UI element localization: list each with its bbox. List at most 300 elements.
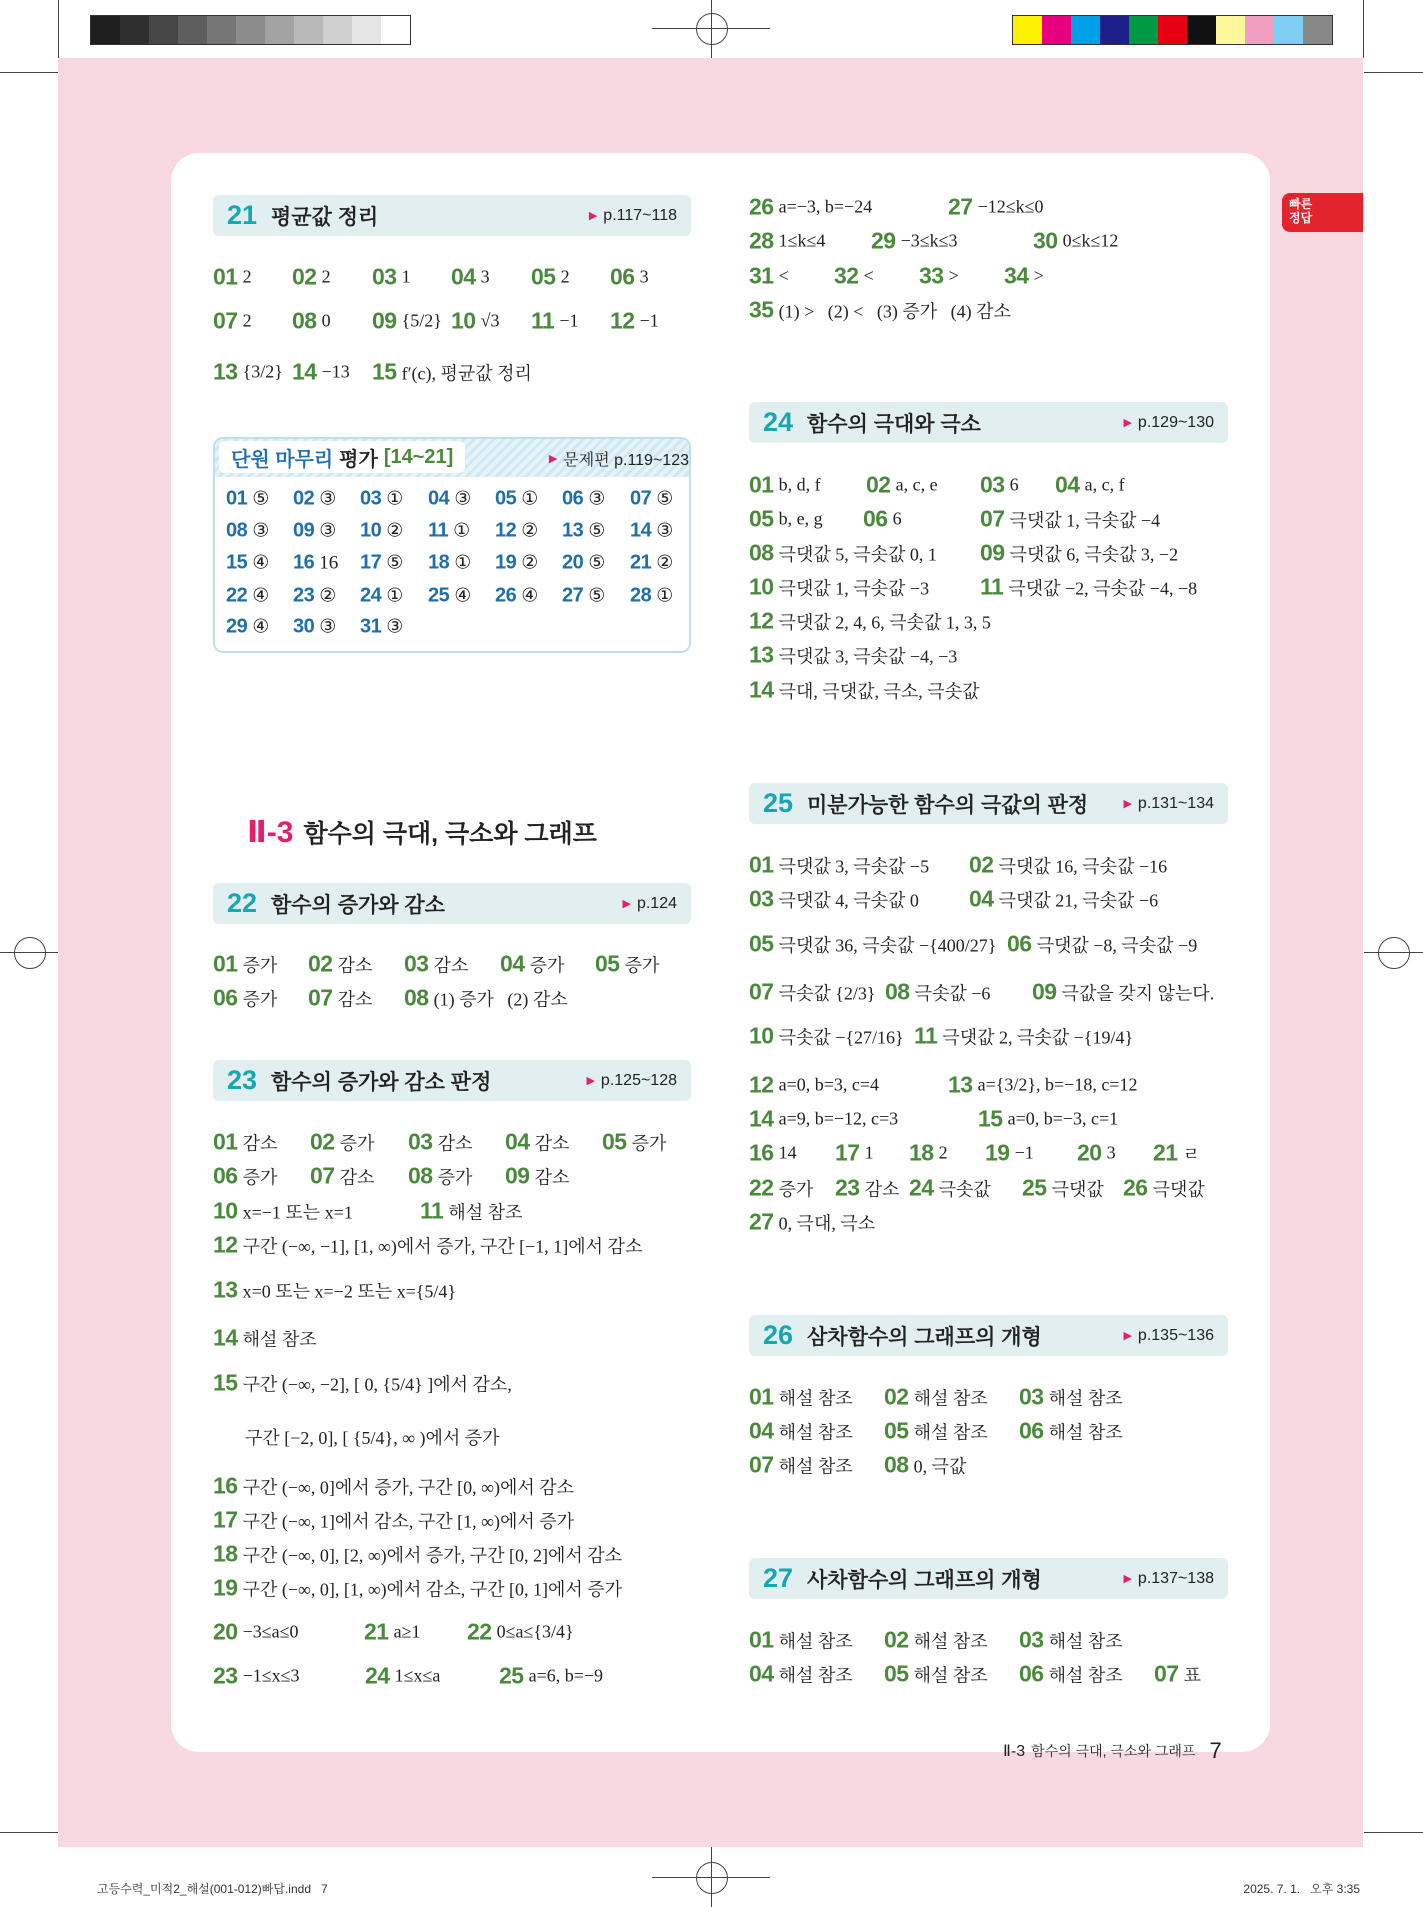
answer-text: 2: [321, 266, 331, 287]
answer-text: ⑤: [252, 488, 270, 510]
color-swatch: [1245, 16, 1274, 44]
gray-swatch: [323, 16, 352, 44]
question-number: 07: [749, 1451, 774, 1478]
question-number: 27: [749, 1208, 774, 1235]
answer-text: 1≤x≤a: [394, 1665, 441, 1686]
answer-item: [749, 506, 823, 533]
question-number: 04: [451, 263, 476, 290]
page-number: 7: [1209, 1738, 1222, 1763]
answer-item: [749, 1209, 875, 1236]
question-number: 23: [213, 1662, 238, 1689]
triangle-arrow-icon: ▶: [622, 898, 631, 910]
answer-text: ⑤: [386, 552, 404, 574]
question-number: 15: [213, 1369, 238, 1396]
question-number: 24: [365, 1662, 390, 1689]
question-number: 26: [495, 584, 517, 607]
answer-text: ③: [319, 520, 337, 542]
answer-item: [1019, 1418, 1123, 1445]
question-number: 13: [213, 358, 238, 385]
answer-text: 감소: [337, 955, 373, 975]
answer-text: a=6, b=−9: [528, 1665, 604, 1686]
color-swatch: [1303, 16, 1332, 44]
answer-text: 1≤k≤4: [778, 230, 826, 251]
answer-text: 2: [242, 266, 252, 287]
answer-text: a=0, b=−3, c=1: [1007, 1108, 1119, 1129]
answer-item: [985, 1140, 1034, 1167]
answer-item: [467, 1619, 574, 1646]
question-number: 05: [531, 263, 556, 290]
answer-text: a={3/2}, b=−18, c=12: [977, 1074, 1138, 1095]
answer-text: −3≤k≤3: [900, 230, 958, 251]
answer-item: [408, 1129, 472, 1156]
crop-mark: [0, 1832, 58, 1833]
answer-text: ④: [521, 585, 539, 607]
question-number: 25: [1022, 1174, 1047, 1201]
crop-mark: [1364, 1832, 1423, 1833]
question-number: 12: [495, 519, 517, 542]
section-header-27: [749, 1558, 1228, 1599]
answer-text: a≥1: [393, 1621, 421, 1642]
question-number: 07: [980, 505, 1005, 532]
answer-item: [562, 520, 605, 543]
answer-item: [562, 552, 605, 575]
answer-text: 구간 [−2, 0], [ {5/4}, ∞ )에서 증가: [245, 1428, 500, 1448]
question-number: 06: [863, 505, 888, 532]
gray-swatch: [120, 16, 149, 44]
section-title: 미분가능한 함수의 극값의 판정: [807, 793, 1089, 817]
answer-text: ③: [319, 488, 337, 510]
answer-item: [980, 540, 1178, 567]
file-slug: 고등수력_미적2_해설(001-012)빠답.indd 7: [97, 1882, 328, 1896]
answer-item: [226, 488, 269, 511]
answer-item: [909, 1175, 991, 1202]
section-header-26: [749, 1315, 1228, 1356]
section-header-24: [749, 402, 1228, 443]
question-number: 05: [884, 1417, 909, 1444]
answer-text: 증가: [242, 1167, 278, 1187]
answer-text: ④: [252, 585, 270, 607]
question-number: 03: [360, 487, 382, 510]
question-number: 14: [749, 1105, 774, 1132]
answer-text: 3: [1106, 1142, 1116, 1163]
answer-item: [749, 1106, 898, 1133]
question-number: 12: [749, 607, 774, 634]
answer-item: [749, 608, 991, 635]
answer-text: −1≤x≤3: [242, 1665, 300, 1686]
answer-item: [610, 264, 649, 291]
answer-item: [495, 488, 538, 511]
answer-item: [749, 1627, 853, 1654]
answer-item: [980, 472, 1019, 499]
answer-text: ④: [252, 552, 270, 574]
section-number: 26: [763, 1320, 794, 1350]
question-number: 11: [980, 573, 1004, 600]
answer-text: ⑤: [588, 520, 606, 542]
answer-item: [360, 585, 403, 608]
answer-item: [372, 308, 442, 335]
answer-item: [213, 1575, 622, 1602]
answer-text: 증가: [437, 1167, 473, 1187]
answer-item: [969, 886, 1158, 913]
answer-item: [749, 1384, 853, 1411]
answer-item: [1019, 1661, 1123, 1688]
question-number: 25: [428, 584, 450, 607]
answer-item: [360, 552, 403, 575]
question-number: 25: [499, 1662, 524, 1689]
question-number: 13: [213, 1276, 238, 1303]
answer-text: 극댓값 −8, 극솟값 −9: [1036, 935, 1198, 955]
answer-item: [226, 552, 269, 575]
question-number: 03: [1019, 1383, 1044, 1410]
question-number: 01: [213, 950, 238, 977]
question-number: 02: [292, 263, 317, 290]
answer-item: [610, 308, 659, 335]
question-number: 14: [749, 676, 774, 703]
question-number: 04: [1055, 471, 1080, 498]
chapter-heading: [247, 814, 597, 850]
question-number: 19: [213, 1574, 238, 1601]
answer-item: [884, 1661, 988, 1688]
question-number: 12: [610, 307, 635, 334]
review-page-reference: [549, 444, 689, 472]
answer-item: [835, 1140, 874, 1167]
answer-item: [404, 985, 568, 1012]
answer-text: ②: [521, 552, 539, 574]
answer-item: [919, 263, 959, 290]
answer-item: [226, 616, 269, 639]
answer-item: [1022, 1175, 1104, 1202]
answer-text: ③: [454, 488, 472, 510]
answer-item: [293, 616, 336, 639]
answer-item: [293, 488, 336, 511]
question-number: 05: [602, 1128, 627, 1155]
answer-item: [213, 1325, 317, 1352]
section-header-23: [213, 1060, 691, 1101]
answer-item: [749, 886, 919, 913]
answer-text: 증가: [242, 955, 278, 975]
gray-swatch: [265, 16, 294, 44]
answer-item: [871, 228, 958, 255]
answer-text: >: [1033, 265, 1044, 286]
answer-item: [884, 1452, 966, 1479]
answer-text: 감소: [437, 1133, 473, 1153]
answer-text: ⑤: [588, 585, 606, 607]
question-number: 05: [749, 930, 774, 957]
question-number: 31: [360, 615, 382, 638]
question-number: 01: [213, 1128, 238, 1155]
answer-item: [505, 1129, 569, 1156]
answer-item: [428, 552, 471, 575]
question-number: 21: [364, 1618, 389, 1645]
answer-item: [372, 264, 411, 291]
answer-item: [500, 951, 564, 978]
question-number: 12: [749, 1071, 774, 1098]
answer-item: [749, 979, 876, 1006]
question-number: 26: [749, 193, 774, 220]
question-number: 19: [985, 1139, 1010, 1166]
answer-text: 구간 (−∞, 0], [2, ∞)에서 증가, 구간 [0, 2]에서 감소: [242, 1545, 623, 1565]
answer-text: 극댓값 21, 극솟값 −6: [998, 890, 1159, 910]
section-title: 평균값 정리: [271, 205, 379, 229]
question-number: 10: [451, 307, 476, 334]
answer-item: [292, 359, 350, 386]
answer-text: 1: [864, 1142, 874, 1163]
answer-text: <: [778, 265, 789, 286]
answer-text: 감소: [433, 955, 469, 975]
question-number: 09: [1032, 978, 1057, 1005]
answer-item: [749, 540, 937, 567]
answer-text: 해설 참조: [913, 1388, 988, 1408]
question-number: 06: [1007, 930, 1032, 957]
answer-text: ⑤: [656, 488, 674, 510]
question-number: 18: [428, 551, 450, 574]
answer-text: −1: [559, 310, 579, 331]
answer-text: 해설 참조: [1048, 1631, 1123, 1651]
answer-text: ④: [454, 585, 472, 607]
answer-text: 구간 (−∞, 1]에서 감소, 구간 [1, ∞)에서 증가: [242, 1511, 575, 1531]
section-number: 25: [763, 788, 794, 818]
question-number: 13: [749, 641, 774, 668]
page-footer: [1003, 1738, 1222, 1764]
question-number: 07: [630, 487, 652, 510]
question-number: 24: [360, 584, 382, 607]
answer-text: ③: [319, 616, 337, 638]
answer-item: [360, 520, 403, 543]
answer-text: 감소: [534, 1167, 570, 1187]
color-swatch: [1071, 16, 1100, 44]
question-number: 12: [213, 1231, 238, 1258]
answer-item: [863, 506, 902, 533]
triangle-arrow-icon: ▶: [1123, 417, 1132, 429]
answer-text: 극댓값: [1152, 1179, 1205, 1199]
triangle-arrow-icon: ▶: [1123, 798, 1132, 810]
answer-text: −1: [639, 310, 659, 331]
question-number: 13: [562, 519, 584, 542]
question-number: 08: [226, 519, 248, 542]
registration-circle: [14, 937, 46, 969]
answer-text: √3: [480, 310, 500, 331]
gray-swatch: [236, 16, 265, 44]
question-number: 14: [292, 358, 317, 385]
color-swatch: [1274, 16, 1303, 44]
question-number: 06: [562, 487, 584, 510]
answer-text: ③: [656, 520, 674, 542]
answer-item: [495, 552, 538, 575]
answer-text: 0, 극값: [913, 1456, 967, 1476]
answer-text: 극댓값 4, 극솟값 0: [778, 890, 919, 910]
answer-text: 해설 참조: [778, 1456, 853, 1476]
question-number: 07: [310, 1162, 335, 1189]
question-number: 26: [1123, 1174, 1148, 1201]
answer-text: 표: [1183, 1665, 1201, 1685]
answer-item: [213, 951, 277, 978]
question-number: 02: [884, 1383, 909, 1410]
question-number: 32: [834, 262, 859, 289]
answer-text: ①: [386, 585, 404, 607]
answer-item: [749, 1175, 813, 1202]
question-number: 10: [749, 1022, 774, 1049]
answer-item: [293, 552, 338, 575]
answer-text: 2: [242, 310, 252, 331]
answer-text: 구간 (−∞, 0]에서 증가, 구간 [0, ∞)에서 감소: [242, 1477, 575, 1497]
answer-text: 해설 참조: [448, 1202, 523, 1222]
answer-item: [213, 359, 283, 386]
answer-item: [420, 1198, 522, 1225]
answer-text: −12≤k≤0: [977, 196, 1044, 217]
triangle-arrow-icon: ▶: [1123, 1573, 1132, 1585]
section-number: 22: [227, 888, 258, 918]
answer-item: [404, 951, 468, 978]
question-number: 05: [495, 487, 517, 510]
question-number: 11: [914, 1022, 938, 1049]
grayscale-bar: [90, 15, 411, 45]
quick-answer-tab[interactable]: [1282, 193, 1363, 232]
answer-text: 증가: [624, 955, 660, 975]
question-number: 08: [885, 978, 910, 1005]
answer-item: [213, 1619, 299, 1646]
answer-text: x=−1 또는 x=1: [242, 1202, 353, 1222]
answer-text: 0≤a≤{3/4}: [496, 1621, 574, 1642]
answer-text: ③: [252, 520, 270, 542]
answer-item: [749, 931, 996, 958]
answer-item: [292, 264, 331, 291]
crop-mark: [58, 0, 59, 58]
section-title: 함수의 증가와 감소 판정: [271, 1070, 492, 1094]
question-number: 03: [1019, 1626, 1044, 1653]
crop-mark: [1363, 0, 1364, 58]
answer-text: ②: [386, 520, 404, 542]
crop-mark: [1364, 72, 1423, 73]
answer-item: [310, 1163, 374, 1190]
answer-text: 극댓값 36, 극솟값 −{400/27}: [778, 935, 997, 955]
answer-text: 극댓값 −2, 극솟값 −4, −8: [1008, 578, 1198, 598]
answer-text: 0, 극대, 극소: [778, 1213, 876, 1233]
answer-item: [428, 488, 471, 511]
page-reference: p.124: [636, 894, 677, 912]
answer-item: [562, 488, 605, 511]
section-title: 함수의 극대와 극소: [807, 412, 981, 436]
answer-item: [531, 308, 578, 335]
answer-item: [1033, 228, 1118, 255]
answer-item: [978, 1106, 1118, 1133]
question-number: 27: [562, 584, 584, 607]
answer-text: −13: [321, 361, 350, 382]
answer-text: {5/2}: [401, 310, 442, 331]
question-number: 18: [909, 1139, 934, 1166]
answer-text: x=0 또는 x=−2 또는 x={5/4}: [242, 1281, 457, 1301]
registration-circle: [696, 13, 728, 45]
answer-item: [1019, 1627, 1123, 1654]
answer-text: −1: [1014, 1142, 1034, 1163]
color-swatch: [1187, 16, 1216, 44]
footer-chapter-number: Ⅱ-3: [1003, 1743, 1026, 1760]
answer-item: [749, 263, 789, 290]
question-number: 22: [226, 584, 248, 607]
answer-item: [834, 263, 874, 290]
answer-text: 2: [938, 1142, 948, 1163]
answer-item: [213, 1163, 277, 1190]
gray-swatch: [91, 16, 120, 44]
answer-item: [245, 1424, 500, 1450]
question-number: 20: [562, 551, 584, 574]
question-number: 08: [408, 1162, 433, 1189]
answer-item: [749, 1023, 904, 1050]
answer-text: 구간 (−∞, 0], [1, ∞)에서 감소, 구간 [0, 1]에서 증가: [242, 1579, 623, 1599]
answer-item: [531, 264, 570, 291]
question-number: 09: [372, 307, 397, 334]
question-number: 01: [749, 1383, 774, 1410]
answer-text: 증가: [631, 1133, 667, 1153]
question-number: 35: [749, 296, 774, 323]
color-swatch: [1158, 16, 1187, 44]
question-number: 04: [749, 1417, 774, 1444]
chapter-title: 함수의 극대, 극소와 그래프: [303, 820, 597, 848]
answer-item: [213, 1277, 456, 1304]
answer-text: ①: [386, 488, 404, 510]
answer-item: [749, 194, 872, 221]
gray-swatch: [352, 16, 381, 44]
answer-text: 증가: [339, 1133, 375, 1153]
answer-item: [884, 1384, 988, 1411]
section-title: 함수의 증가와 감소: [271, 893, 445, 917]
question-number: 06: [1019, 1660, 1044, 1687]
color-swatch: [1042, 16, 1071, 44]
answer-item: [749, 1418, 853, 1445]
question-number: 20: [1077, 1139, 1102, 1166]
answer-text: a, c, f: [1084, 474, 1125, 495]
answer-text: ②: [319, 585, 337, 607]
question-number: 04: [969, 885, 994, 912]
page-reference: p.137~138: [1137, 1569, 1214, 1587]
answer-text: 3: [480, 266, 490, 287]
question-number: 24: [909, 1174, 934, 1201]
answer-text: 극솟값: [938, 1179, 991, 1199]
question-number: 18: [213, 1540, 238, 1567]
answer-item: [630, 585, 673, 608]
question-number: 21: [1153, 1139, 1178, 1166]
chapter-number: Ⅱ-3: [247, 815, 294, 849]
answer-item: [213, 308, 252, 335]
question-number: 11: [420, 1197, 444, 1224]
triangle-arrow-icon: ▶: [588, 210, 598, 222]
answer-text: 해설 참조: [1048, 1388, 1123, 1408]
answer-text: 해설 참조: [778, 1388, 853, 1408]
question-number: 01: [749, 1626, 774, 1653]
answer-text: {3/2}: [242, 361, 283, 382]
answer-text: 증가: [529, 955, 565, 975]
answer-item: [365, 1663, 440, 1690]
answer-text: ㄹ: [1182, 1144, 1200, 1164]
answer-item: [364, 1619, 420, 1646]
answer-text: b, d, f: [778, 474, 821, 495]
answer-text: (1) 증가 (2) 감소: [433, 989, 568, 1009]
answer-item: [1153, 1140, 1200, 1167]
answer-item: [428, 585, 471, 608]
answer-text: f′(c), 평균값 정리: [401, 363, 532, 383]
gray-swatch: [381, 16, 410, 44]
review-pages: 문제편 p.119~123: [563, 451, 689, 469]
question-number: 34: [1004, 262, 1029, 289]
answer-text: (1) > (2) < (3) 증가 (4) 감소: [778, 301, 1011, 321]
question-number: 22: [749, 1174, 774, 1201]
section-number: 27: [763, 1563, 794, 1593]
answer-item: [749, 642, 957, 669]
crop-mark: [0, 72, 58, 73]
question-number: 20: [213, 1618, 238, 1645]
answer-text: 해설 참조: [913, 1665, 988, 1685]
answer-item: [602, 1129, 666, 1156]
answer-text: 극솟값 {2/3}: [778, 983, 876, 1003]
